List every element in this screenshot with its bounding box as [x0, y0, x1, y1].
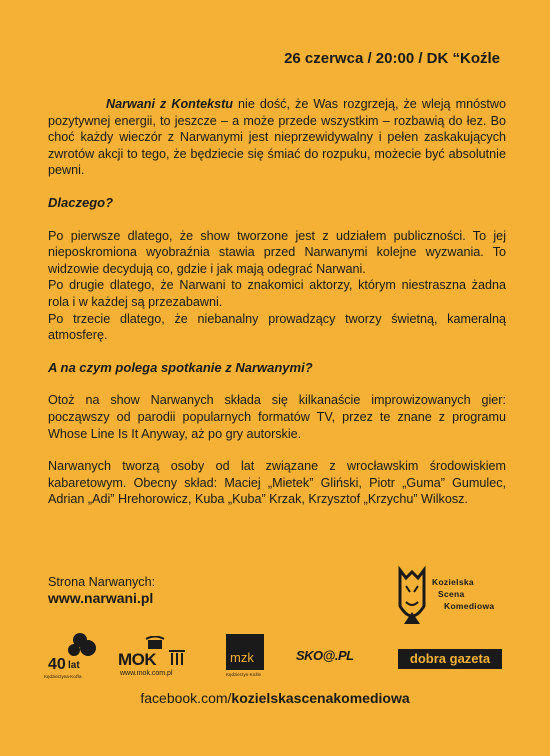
why-paragraph-3: Po trzecie dlatego, że niebanalny prowadzący tworzy świetną, kameralną atmosferę.	[48, 311, 506, 343]
lat40-word: lat	[68, 660, 80, 671]
intro-rest: nie dość, że Was rozgrzeją, że wleją mnóstwo pozytywnej energii, to jeszcze – a może przede wszystkim – rozbawią do łez. Bo choć każdy wieczór z Narwanymi jest nieprzewidywalny i pełen zaskakujących zwrotów akcji to tego, że będziecie się śmiać do rozpuku, możecie być absolutnie pewni.	[48, 97, 507, 178]
event-date-venue: 26 czerwca / 20:00 / DK “Koźle	[284, 50, 500, 67]
main-text	[48, 96, 506, 508]
logo-mok	[118, 636, 200, 680]
facebook-link[interactable]	[0, 690, 550, 706]
heading-what: A na czym polega spotkanie z Narwanymi?	[48, 359, 313, 375]
logo-mzk	[226, 634, 266, 680]
intro-paragraph	[48, 96, 506, 179]
intro-lead: Narwani z Kontekstu	[106, 97, 233, 111]
mzk-name: mzk	[230, 650, 254, 665]
mok-name: MOK	[118, 650, 157, 669]
website-label: Strona Narwanych:	[48, 575, 156, 589]
ksk-line-1: Kozielska	[432, 577, 474, 587]
lat40-caption: Kędzierzyna-Koźla	[44, 674, 82, 679]
what-paragraph-1: Otoż na show Narwanych składa się kilkanaście improwizowanych gier: począwszy od parodii popularnych formatów TV, przez te znane z programu Whose Line Is It Anyway, aż po gry autorskie.	[48, 393, 506, 441]
logo-skopl: SKO@.PL	[296, 648, 354, 663]
heading-why: Dlaczego?	[48, 194, 114, 210]
logo-dobra-gazeta: dobra gazeta	[398, 649, 502, 669]
why-paragraph-2: Po drugie dlatego, że Narwani to znakomici aktorzy, którym niestraszna żadna rola i w każdej są przezabawni.	[48, 278, 506, 309]
bubbles-icon	[62, 632, 102, 658]
pillars-icon	[168, 650, 186, 666]
logo-40-lat	[44, 632, 98, 680]
website-link[interactable]: www.narwani.pl	[48, 590, 154, 606]
why-paragraph-1: Po pierwsze dlatego, że show tworzone jest z udziałem publiczności. To jej nieposkromiona wyobraźnia stawia przed Narwanymi kolejne wyzwania. To widzowie decydują co, gdzie i jak mają odegrać Narwani.	[48, 228, 506, 276]
facebook-handle: kozielskascenakomediowa	[231, 690, 410, 706]
lat40-number: 40	[48, 656, 66, 673]
mzk-caption: Kędzierzyn-Koźle	[226, 672, 262, 677]
ksk-line-2: Scena	[438, 589, 465, 599]
column-icon	[144, 636, 166, 650]
facebook-prefix: facebook.com/	[140, 690, 232, 706]
ksk-line-3: Komediowa	[444, 601, 495, 611]
mok-url: www.mok.com.pl	[120, 670, 173, 677]
what-paragraph-2: Narwanych tworzą osoby od lat związane z wrocławskim środowiskiem kabaretowym. Obecny skład: Maciej „Mietek” Gliński, Piotr „Guma” Gumulec, Adrian „Adi” Hrehorowicz, Kuba „Kuba” Krzak, Krzysztof „Krzychu” Wilkosz.	[48, 459, 506, 507]
ksk-logo-text	[432, 576, 494, 612]
